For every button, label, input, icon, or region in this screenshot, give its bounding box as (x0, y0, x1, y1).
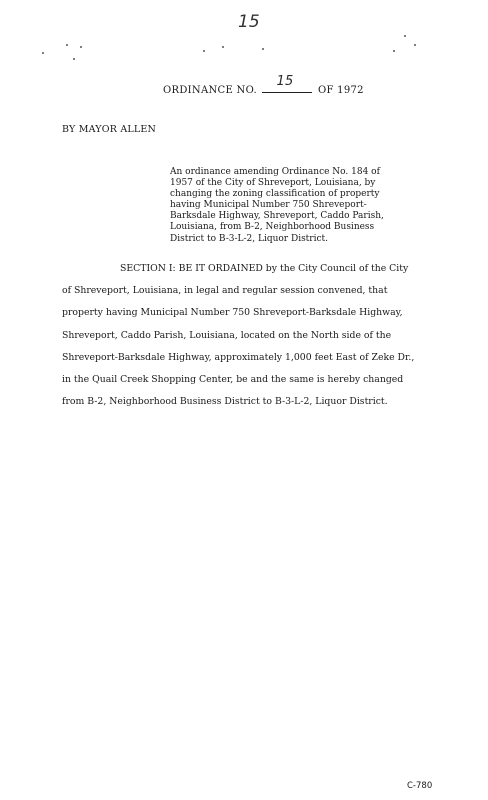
scan-speck (393, 50, 395, 52)
section-line: Shreveport-Barksdale Highway, approximately 1,000 feet East of Zeke Dr., (62, 351, 415, 363)
scan-speck (73, 58, 75, 60)
scan-speck (203, 50, 205, 52)
handwritten-page-number: 15 (238, 12, 260, 32)
document-code: C-780 (407, 781, 433, 791)
scan-speck (262, 48, 264, 50)
scan-speck (404, 35, 406, 37)
section-line: property having Municipal Number 750 Shreveport-Barksdale Highway, (62, 307, 403, 319)
section-line: from B-2, Neighborhood Business District to B-3-L-2, Liquor District. (62, 396, 388, 408)
summary-line: Barksdale Highway, Shreveport, Caddo Parish, (170, 211, 384, 222)
scan-speck (222, 46, 224, 48)
section-line: of Shreveport, Louisiana, in legal and regular session convened, that (62, 285, 388, 297)
scan-speck (414, 44, 416, 46)
ordinance-summary (170, 167, 384, 245)
scan-speck (80, 46, 82, 48)
summary-line: 1957 of the City of Shreveport, Louisiana, by (170, 178, 376, 189)
ordinance-number-line (163, 74, 364, 96)
section-line: in the Quail Creek Shopping Center, be and the same is hereby changed (62, 373, 404, 385)
scan-speck (42, 52, 44, 54)
summary-line: having Municipal Number 750 Shreveport- (170, 200, 367, 211)
summary-line: District to B-3-L-2, Liquor District. (170, 233, 329, 244)
summary-line: An ordinance amending Ordinance No. 184 of (170, 167, 380, 177)
ordinance-prefix: ORDINANCE NO. (163, 85, 257, 96)
sponsor-line: BY MAYOR ALLEN (62, 124, 157, 135)
ordinance-number-handwritten: 15 (276, 74, 294, 89)
summary-line: Louisiana, from B-2, Neighborhood Business (170, 222, 375, 233)
section-line: SECTION I: BE IT ORDAINED by the City Council of the City (120, 263, 409, 274)
section-line: Shreveport, Caddo Parish, Louisiana, located on the North side of the (62, 329, 392, 341)
scan-speck (66, 44, 68, 46)
ordinance-number-blank (262, 74, 312, 93)
section-one-text (62, 262, 432, 417)
summary-line: changing the zoning classification of property (170, 189, 380, 200)
ordinance-year: OF 1972 (317, 85, 364, 96)
